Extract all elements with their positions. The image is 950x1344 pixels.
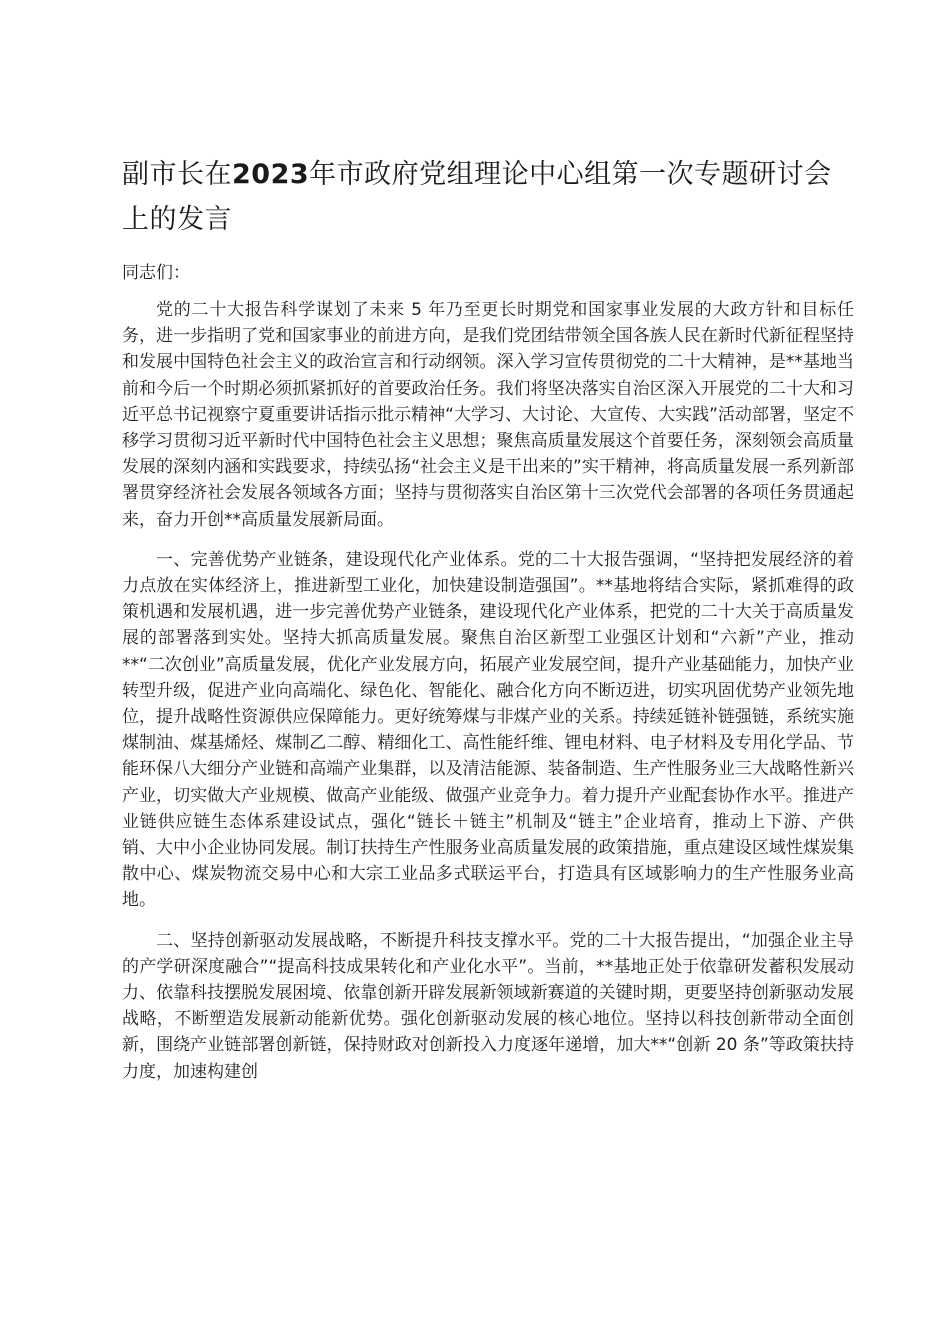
- title-year: 2023: [232, 159, 310, 190]
- title-suffix: 年市政府党组理论中心组第一次专题研讨会上的发言: [122, 159, 832, 235]
- salutation: 同志们：: [122, 263, 190, 283]
- paragraph-section-1: 一、完善优势产业链条，建设现代化产业体系。党的二十大报告强调，“坚持把发展经济的着力点放在实体经济上，推进新型工业化，加快建设制造强国”。**基地将结合实际，紧抓难得的政策机遇和发展机遇，进一步完善优势产业链条，建设现代化产业体系，把党的二十大关于高质量发展的部署落到实处。坚持大抓高质量发展。聚焦自治区新型工业强区计划和“六新”产业，推动**“二次创业”高质量发展，优化产业发展方向，拓展产业发展空间，提升产业基础能力，加快产业转型升级，促进产业向高端化、绿色化、智能化、融合化方向不断迈进，切实巩固优势产业领先地位，提升战略性资源供应保障能力。更好统筹煤与非煤产业的关系。持续延链补链强链，系统实施煤制油、煤基烯烃、煤制乙二醇、精细化工、高性能纤维、锂电材料、电子材料及专用化学品、节能环保八大细分产业链和高端产业集群，以及清洁能源、装备制造、生产性服务业三大战略性新兴产业，切实做大产业规模、做高产业能级、做强产业竞争力。着力提升产业配套协作水平。推进产业链供应链生态体系建设试点，强化“链长＋链主”机制及“链主”企业培育，推动上下游、产供销、大中小企业协同发展。制订扶持生产性服务业高质量发展的政策措施，重点建设区域性煤炭集散中心、煤炭物流交易中心和大宗工业品多式联运平台，打造具有区域影响力的生产性服务业高地。: [122, 549, 854, 911]
- title-prefix: 副市长在: [122, 159, 232, 190]
- paragraph-intro: 党的二十大报告科学谋划了未来 5 年乃至更长时期党和国家事业发展的大政方针和目标任务，进一步指明了党和国家事业的前进方向，是我们党团结带领全国各族人民在新时代新征程坚持和发展中国特色社会主义的政治宣言和行动纲领。深入学习宣传贯彻党的二十大精神，是**基地当前和今后一个时期必须抓紧抓好的首要政治任务。我们将坚决落实自治区深入开展党的二十大和习近平总书记视察宁夏重要讲话指示批示精神“大学习、大讨论、大宣传、大实践”活动部署，坚定不移学习贯彻习近平新时代中国特色社会主义思想；聚焦高质量发展这个首要任务，深刻领会高质量发展的深刻内涵和实践要求，持续弘扬“社会主义是干出来的”实干精神，将高质量发展一系列新部署贯穿经济社会发展各领域各方面；坚持与贯彻落实自治区第十三次党代会部署的各项任务贯通起来，奋力开创**高质量发展新局面。: [122, 300, 854, 530]
- paragraph-section-2: 二、坚持创新驱动发展战略，不断提升科技支撑水平。党的二十大报告提出，“加强企业主导的产学研深度融合”“提高科技成果转化和产业化水平”。当前，**基地正处于依靠研发蓄积发展动力、依靠科技摆脱发展困境、依靠创新开辟发展新领域新赛道的关键时期，更要坚持创新驱动发展战略，不断塑造发展新动能新优势。强化创新驱动发展的核心地位。坚持以科技创新带动全面创新，围绕产业链部署创新链，保持财政对创新投入力度逐年递增，加大**“创新 20 条”等政策扶持力度，加速构建创: [122, 930, 854, 1082]
- document-body: [122, 297, 854, 1099]
- document-title: [122, 152, 834, 242]
